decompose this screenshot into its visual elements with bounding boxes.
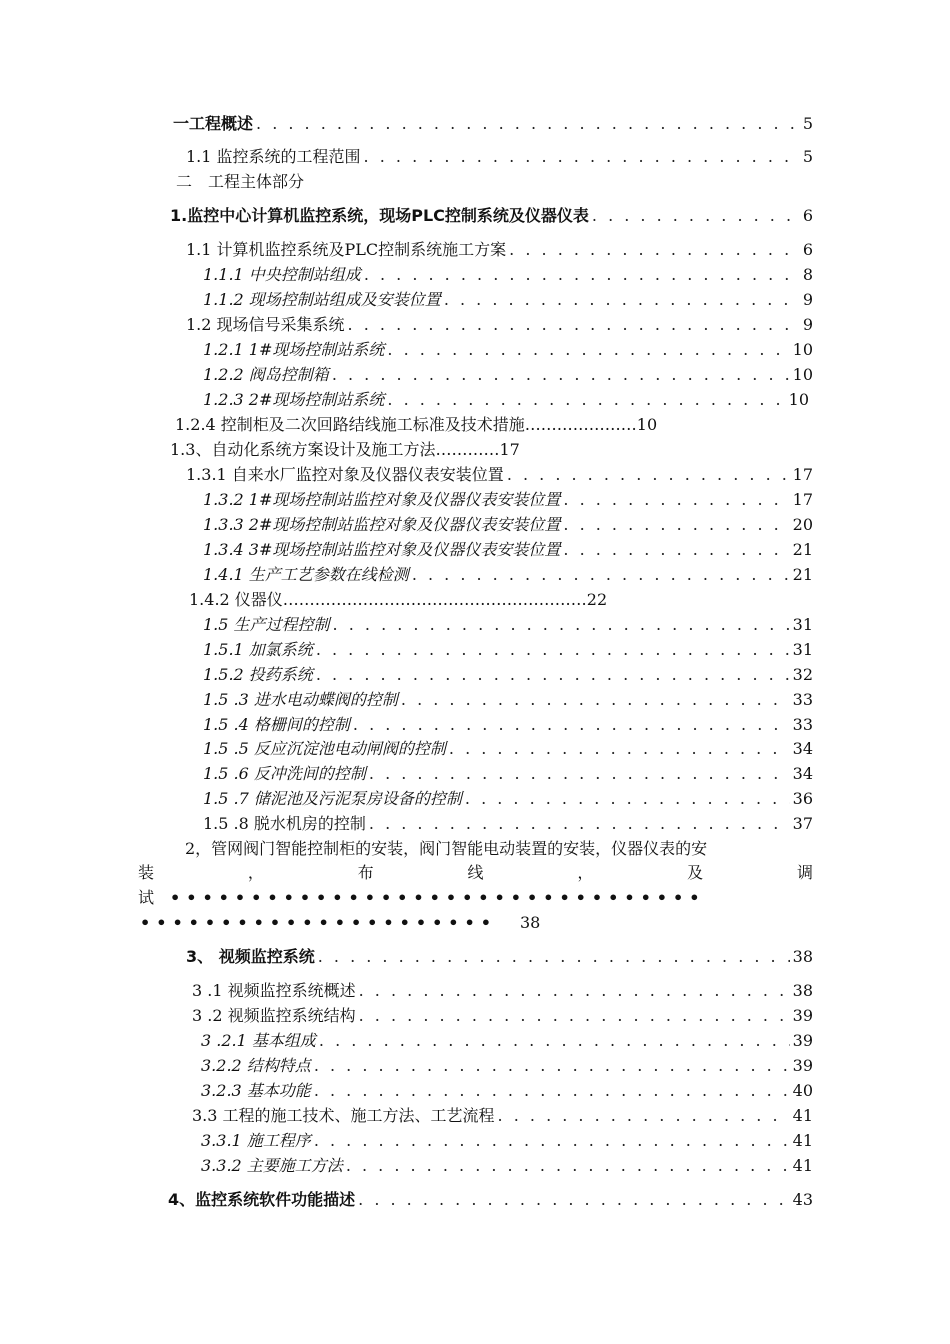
toc-entry-page: 10 — [792, 365, 813, 384]
toc-entry-page: 10 — [788, 390, 809, 409]
toc-entry[interactable] — [186, 313, 813, 337]
toc-entry-title: 1.5 生产过程控制 — [203, 615, 330, 634]
dot-leader — [314, 1129, 790, 1153]
dot-leader — [318, 945, 790, 969]
toc-entry-title: 1.5 .6 反冲洗间的控制 — [203, 764, 366, 783]
toc-entry[interactable] — [203, 613, 813, 637]
toc-entry[interactable] — [203, 663, 813, 687]
toc-entry-page: 38 — [520, 913, 541, 932]
toc-entry-page: 20 — [792, 515, 813, 534]
toc-entry-title: 3.2.3 基本功能 — [201, 1081, 311, 1100]
toc-entry[interactable] — [201, 1054, 813, 1078]
toc-entry-title: 3.3 工程的施工技术、施工方法、工艺流程 — [192, 1106, 495, 1125]
dot-leader — [358, 1188, 790, 1212]
toc-entry-title: 1.3.3 2#现场控制站监控对象及仪器仪表安装位置 — [203, 515, 561, 534]
dot-leader — [314, 1079, 790, 1103]
toc-entry-page: 5 — [802, 114, 813, 133]
toc-entry-page: 33 — [792, 715, 813, 734]
toc-entry-title: 1.1 计算机监控系统及PLC控制系统施工方案 — [186, 240, 507, 259]
toc-entry-inline[interactable]: 1.4.2 仪器仪…………………………………………………22 — [189, 590, 608, 609]
toc-entry-page: 41 — [792, 1156, 813, 1175]
toc-entry-page: 21 — [792, 540, 813, 559]
dot-leader — [364, 263, 800, 287]
toc-entry-page: 31 — [792, 615, 813, 634]
toc-entry-title: 3 .2 视频监控系统结构 — [192, 1006, 356, 1025]
toc-entry[interactable] — [203, 638, 813, 662]
toc-entry[interactable] — [186, 238, 813, 262]
toc-entry-page: 41 — [792, 1106, 813, 1125]
toc-entry[interactable] — [203, 812, 813, 836]
toc-entry[interactable] — [186, 145, 813, 169]
dot-leader — [316, 638, 790, 662]
dot-leader — [316, 663, 790, 687]
dot-leader — [256, 112, 800, 136]
dot-leader — [412, 563, 790, 587]
toc-entry-page: 32 — [792, 665, 813, 684]
toc-entry-title: 1.2.2 阀岛控制箱 — [203, 365, 329, 384]
toc-entry[interactable] — [203, 288, 813, 312]
toc-entry-title: 1.5 .7 储泥池及污泥泵房设备的控制 — [203, 789, 462, 808]
toc-entry-title: 3 .1 视频监控系统概述 — [192, 981, 356, 1000]
toc-entry-title: 3.3.1 施工程序 — [201, 1131, 311, 1150]
toc-entry-inline[interactable]: 1.3、自动化系统方案设计及施工方法…………17 — [170, 440, 520, 459]
toc-entry-title: 1.2 现场信号采集系统 — [186, 315, 345, 334]
dot-leader — [348, 313, 800, 337]
toc-entry[interactable] — [186, 945, 813, 969]
toc-entry[interactable] — [203, 563, 813, 587]
dot-leader — [332, 363, 790, 387]
justified-char: 线 — [467, 863, 484, 882]
toc-entry-title: 1.1 监控系统的工程范围 — [186, 147, 361, 166]
toc-entry-title: 3 .2.1 基本组成 — [201, 1031, 316, 1050]
dot-leader — [498, 1104, 790, 1128]
toc-entry-title: 1.3.2 1#现场控制站监控对象及仪器仪表安装位置 — [203, 490, 561, 509]
toc-entry-page: 39 — [792, 1031, 813, 1050]
toc-entry-title: 1.1.2 现场控制站组成及安装位置 — [203, 290, 441, 309]
toc-entry-page: 31 — [792, 640, 813, 659]
dot-leader — [314, 1054, 790, 1078]
dot-leader — [563, 538, 789, 562]
dot-leader — [387, 388, 785, 412]
toc-entry-page: 9 — [802, 315, 813, 334]
justified-char: ， — [577, 863, 594, 882]
toc-entry-title: 1.1.1 中央控制站组成 — [203, 265, 361, 284]
dot-leader — [444, 288, 800, 312]
toc-entry[interactable] — [173, 112, 813, 136]
toc-entry-title: 1.3.4 3#现场控制站监控对象及仪器仪表安装位置 — [203, 540, 561, 559]
toc-entry[interactable] — [170, 204, 813, 228]
toc-entry-page: 10 — [792, 340, 813, 359]
toc-entry-page: 9 — [802, 290, 813, 309]
toc-entry-page: 41 — [792, 1131, 813, 1150]
toc-entry[interactable] — [203, 338, 813, 362]
toc-entry[interactable] — [203, 762, 813, 786]
justified-char: 调 — [796, 863, 813, 882]
dot-leader — [319, 1029, 790, 1053]
dot-leader — [401, 688, 790, 712]
toc-paragraph-line1[interactable]: 2，管网阀门智能控制柜的安装，阀门智能电动装置的安装，仪器仪表的安 — [185, 839, 708, 858]
dot-leader — [364, 145, 800, 169]
dot-leader — [563, 488, 789, 512]
toc-entry[interactable] — [192, 1104, 813, 1128]
toc-entry-title: 4、监控系统软件功能描述 — [168, 1190, 356, 1209]
toc-entry-page: 6 — [802, 240, 813, 259]
toc-entry-title: 1.4.1 生产工艺参数在线检测 — [203, 565, 409, 584]
toc-entry-title: 一工程概述 — [173, 114, 254, 133]
dot-leader — [509, 238, 800, 262]
toc-entry-title: 1.5 .8 脱水机房的控制 — [203, 814, 366, 833]
toc-entry[interactable] — [203, 737, 813, 761]
toc-entry-page: 38 — [792, 947, 813, 966]
toc-entry[interactable] — [203, 513, 813, 537]
dot-leader — [369, 812, 790, 836]
toc-entry-page: 43 — [792, 1190, 813, 1209]
dot-leader — [387, 338, 789, 362]
toc-entry[interactable] — [186, 463, 813, 487]
dot-leader — [333, 613, 790, 637]
dot-leader — [563, 513, 789, 537]
dot-leader — [449, 737, 790, 761]
toc-entry-title: 1.5.1 加氯系统 — [203, 640, 313, 659]
dot-leader — [507, 463, 790, 487]
toc-entry[interactable] — [201, 1154, 813, 1178]
toc-entry-title: 1.5 .4 格栅间的控制 — [203, 715, 350, 734]
section-heading: 二 工程主体部分 — [176, 172, 305, 191]
dot-leader — [592, 204, 800, 228]
dot-leader — [359, 979, 790, 1003]
toc-entry[interactable] — [203, 688, 813, 712]
toc-entry-page: 36 — [792, 789, 813, 808]
toc-entry[interactable] — [203, 388, 809, 412]
toc-entry[interactable] — [201, 1129, 813, 1153]
toc-entry-page: 6 — [802, 206, 813, 225]
dot-leader — [346, 1154, 790, 1178]
toc-entry-page: 17 — [792, 465, 813, 484]
dot-leader — [369, 762, 790, 786]
toc-entry-title: 1.5.2 投药系统 — [203, 665, 313, 684]
dot-leader — [465, 787, 790, 811]
toc-entry-page: 38 — [792, 981, 813, 1000]
toc-entry-page: 33 — [792, 690, 813, 709]
toc-paragraph-line2 — [138, 861, 813, 885]
justified-char: 及 — [687, 863, 704, 882]
toc-entry-page: 34 — [792, 764, 813, 783]
toc-entry-page: 40 — [792, 1081, 813, 1100]
toc-entry-page: 37 — [792, 814, 813, 833]
toc-entry-title: 1.5 .3 进水电动蝶阀的控制 — [203, 690, 398, 709]
toc-entry-page: 5 — [802, 147, 813, 166]
toc-entry[interactable] — [203, 363, 813, 387]
toc-paragraph-line3-text: 试 — [138, 888, 155, 907]
toc-entry[interactable] — [168, 1188, 813, 1212]
toc-entry-title: 3.2.2 结构特点 — [201, 1056, 311, 1075]
toc-entry-title: 1.2.3 2#现场控制站系统 — [203, 390, 385, 409]
toc-entry-page: 17 — [792, 490, 813, 509]
justified-char: 布 — [357, 863, 374, 882]
toc-entry-title: 1.2.1 1#现场控制站系统 — [203, 340, 385, 359]
dot-leader: •••••••••••••••••••••• — [140, 913, 497, 932]
toc-entry[interactable] — [203, 713, 813, 737]
toc-entry-page: 39 — [792, 1056, 813, 1075]
toc-entry-page: 34 — [792, 739, 813, 758]
toc-entry-page: 21 — [792, 565, 813, 584]
toc-entry-page: 8 — [802, 265, 813, 284]
toc-entry[interactable] — [203, 787, 813, 811]
toc-entry[interactable] — [192, 1004, 813, 1028]
toc-entry[interactable] — [203, 263, 813, 287]
justified-char: ， — [247, 863, 264, 882]
toc-entry-inline[interactable]: 1.2.4 控制柜及二次回路结线施工标准及技术措施…………………10 — [175, 415, 658, 434]
toc-entry[interactable] — [201, 1079, 813, 1103]
toc-entry-title: 1.监控中心计算机监控系统，现场PLC控制系统及仪器仪表 — [170, 206, 589, 225]
toc-entry[interactable] — [201, 1029, 813, 1053]
toc-entry[interactable] — [203, 488, 813, 512]
toc-entry[interactable] — [203, 538, 813, 562]
dot-leader — [359, 1004, 790, 1028]
toc-entry-title: 1.3.1 自来水厂监控对象及仪器仪表安装位置 — [186, 465, 504, 484]
dot-leader — [353, 713, 790, 737]
toc-entry[interactable] — [192, 979, 813, 1003]
toc-entry-title: 3.3.2 主要施工方法 — [201, 1156, 343, 1175]
toc-entry-title: 1.5 .5 反应沉淀池电动闸阀的控制 — [203, 739, 446, 758]
toc-entry-page: 39 — [792, 1006, 813, 1025]
dot-leader: ••••••••••••••••••••••••••••••••• — [170, 888, 706, 907]
toc-entry-title: 3、 视频监控系统 — [186, 947, 315, 966]
justified-char: 装 — [138, 863, 155, 882]
